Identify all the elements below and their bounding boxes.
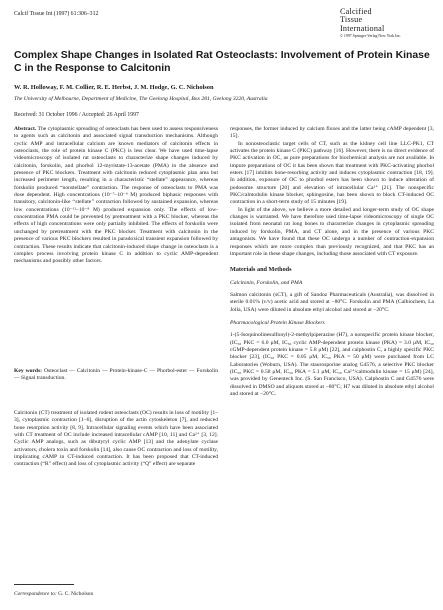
journal-logo — [340, 8, 432, 38]
abstract-paragraph — [14, 126, 218, 266]
right-paragraph-2: In nonosteoclastic target cells of CT, such as the kidney cell line LLC-PK1, CT activates the protein kinase C (PKC) pathway [16]. However, there is no direct evidence of PKC activation in OC, as pure preparations for biochemical analysis are not available. In impure preparations of OC it has been shown that treatment with PKC-activating phorbol esters [17] inhibits bone-resorbing activity and induces cytoplasmic contraction [18, 19]. In addition, exposure of OC to phorbol esters has been shown to induce alteration of podosome structure [20] and elevation of intracellular Ca²⁺ [21]. The nonspecific PKC/calmodulin kinase blocker, sphingosine, has been shown to block CT-induced OC contraction in a short-term study of 15 minutes [19]. — [230, 140, 434, 206]
abstract-label: Abstract. — [14, 126, 37, 132]
right-column — [230, 126, 434, 398]
right-paragraph-3: In light of the above, we believe a more detailed and longer-term study of OC shape changes is warranted. We have therefore used time-lapse videomicroscopy of single OC isolated from neonatal rat long bones to characterize changes in cytoplasmic spreading induced by forskolin, PMA, and CT alone, and in the presence of various PKC antagonists. We have found that these OC undergo a number of contraction-expansion responses which are more complex than previously recognized, and that PKC has an important role in these shape changes, including those associated with CT exposure. — [230, 206, 434, 257]
right-paragraph-1: responses, the former induced by calcium fluxes and the latter being cAMP dependent [3, 15]. — [230, 126, 434, 140]
copyright-notice: © 1997 Springer-Verlag New York Inc. — [340, 34, 402, 39]
abstract-block — [14, 126, 218, 266]
author-list: W. R. Holloway, F. M. Collier, R. E. Herbst, J. M. Hodge, G. C. Nicholson — [14, 84, 214, 91]
keywords-label: Key words: — [14, 368, 43, 374]
journal-logo-line-2: Tissue — [340, 15, 363, 25]
subheading-calcitonin: Calcitonin, Forskolin, and PMA — [230, 279, 303, 286]
subheading-blockers: Pharmacological Protein Kinase Blockers — [230, 319, 325, 326]
keywords-text: Osteoclast — Calcitonin — Protein-kinase-C — Phorbol-ester — Forskolin — Signal transduction. — [14, 368, 219, 382]
keywords-paragraph — [14, 368, 218, 383]
footnote-rule — [14, 584, 74, 585]
received-date: Received: 31 October 1996 / Accepted: 26 April 1997 — [14, 112, 139, 118]
footnote-label: Correspondence to: — [14, 591, 57, 597]
footnote-text: G. C. Nicholson — [58, 591, 94, 597]
abstract-text: The cytoplasmic spreading of osteoclasts has been used to assess responsiveness to agents such as calcitonin and associated signal transduction mechanisms. Although cyclic AMP and intracellular calcium are known mediators of calcitonin effects in osteoclasts, the role of protein kinase C (PKC) is less clear. We have used time-lapse videomicroscopy of isolated rat osteoclasts to characterize shape changes induced by calcitonin, forskolin, and phorbol 12-myristate-13-acetate (PMA) in the absence and presence of PKC blockers. Treatment with calcitonin reduced cytoplasmic plan area but increased perimeter length, resulting in a characteristic “stellate” appearance, whereas forskolin produced “nonstellate” contraction. The response of osteoclasts to PMA was dose dependent. High concentrations (10⁻⁷–10⁻⁶ M) produced biphasic responses with transitory, calcitonin-like ‘‘stellate’’ contraction followed by sustained expansion, whereas low concentrations (10⁻¹¹–10⁻⁸ M) produced expansion only. The effects of low-concentration PMA could be prevented by pretreatment with a PKC blocker, whereas the effects of high concentrations were only partially inhibited. The effects of forskolin were unchanged by pretreatment with the PKC blocker. Treatment with calcitonin in the presence of various PKC blockers resulted in paradoxical transient expansion followed by contraction. These results indicate that calcitonin-induced shape change in osteoclasts is a complex process involving protein kinase C in addition to cyclic AMP-dependent mechanisms and possibly other factors. — [14, 126, 218, 265]
methods-paragraph-2: 1-(5-Isoquinolinesulfonyl)-2-methylpiperazine (H7), a nonspecific protein kinase blocker, (IC₅₀ PKC = 6.0 μM, IC₅₀ cyclic AMP-dependent protein kinase (PKA) = 3.0 μM, IC₅₀ cGMP-dependent protein kinase = 5.8 μM) [22], and calphostin C, a highly specific PKC blocker [23], (IC₅₀ PKC = 0.05 μM, IC₅₀ PKA = 50 μM) were purchased from LC Laboratories (Woburn, USA). The staurosporine analog G4576, a selective PKC blocker (IC₅₀ PKC = 0.58 μM, IC₅₀ PKA = 5.1 μM, IC₅₀ Ca²⁺/calmodulin kinase = 15 μM) [24], was provided by Genentech Inc. (S. San Francisco, USA). Calphostin C and G4576 were dissolved in DMSO and aliquots stored at −80°C; H7 was diluted in absolute ethyl alcohol and stored at −20°C. — [230, 332, 434, 397]
affiliation: The University of Melbourne, Department of Medicine, The Geelong Hospital, Box 281, Geelong 3220, Australia — [14, 96, 268, 102]
methods-paragraph-1: Salmon calcitonin (sCT), a gift of Sandoz Pharmaceuticals (Australia), was dissolved in sterile 0.01% (v/v) acetic acid and stored at −80°C. Forskolin and PMA (Calbiochem, La Jolla, USA) were diluted in absolute ethyl alcohol and stored at −20°C. — [230, 291, 434, 313]
keywords-block — [14, 368, 218, 383]
introduction-block — [14, 410, 218, 469]
article-title: Complex Shape Changes in Isolated Rat Osteoclasts: Involvement of Protein Kinase C in the Response to Calcitonin — [14, 50, 430, 74]
methods-heading: Materials and Methods — [230, 266, 292, 274]
journal-logo-line-1: Calcified — [340, 7, 372, 16]
journal-citation: Calcif Tissue Int (1997) 61:306–312 — [14, 11, 99, 17]
journal-logo-line-3: International — [340, 23, 385, 33]
introduction-paragraph: Calcitonin (CT) treatment of isolated rodent osteoclasts (OC) results in loss of motility [1–3], cytoplasmic contraction [1–6], disruption of the actin cytoskeleton [7], and reduced bone resorption activity [8, 9]. Intracellular signaling events which have been associated with CT treatment of OC include increased intracellular cAMP [10, 11] and Ca²⁺ [3, 12]. Cyclic AMP analogs, such as dibutyryl cyclic AMP [13] and the adenylate cyclase activators, cholera toxin and forskolin [14], also cause OC contraction and loss of motility, implicating cAMP in CT-induced contraction. It has been proposed that CT-induced contraction (“R” effect) and loss of cytoplasmic activity (“Q” effect) are separate — [14, 410, 218, 468]
footnote — [14, 591, 93, 597]
